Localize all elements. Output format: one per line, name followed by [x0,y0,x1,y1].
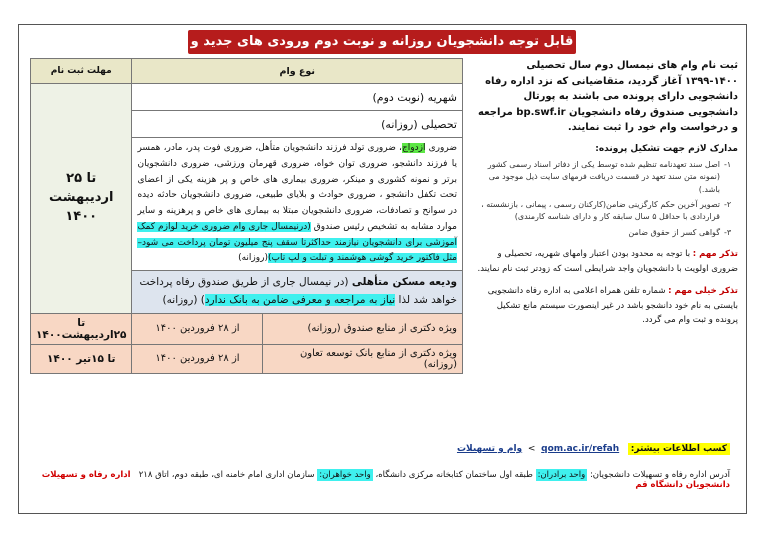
contact-line [290,444,730,454]
page-title: قابل توجه دانشجویان روزانه و نوبت دوم ورودی های جدید و [188,30,576,54]
married-housing-text: (در نیمسال جاری از طریق صندوق رفاه پرداخت خواهد شد لذا [139,276,457,306]
table-header-row [31,59,463,84]
very-important-note-label: تذکر خیلی مهم : [668,286,738,297]
married-housing-highlight: نیاز به مراجعه و معرفی ضامن به بانک ندارد [204,293,396,306]
address-line: آدرس اداره رفاه و تسهیلات دانشجویان: واحد برادران: طبقه اول ساختمان کتابخانه مرکزی دانشگاه، واحد خواهران: سازمان اداری امام خامنه ای، طبقه دوم، اتاق ۲۱۸ اداره رفاه و تسهیلات دانشجویان دانشگاه قم [41,470,730,490]
table-row [31,344,463,373]
col-header-loan-type: نوع وام [132,59,463,84]
phd-fund-deadline: تا ۲۵اردیبهشت۱۴۰۰ [31,313,132,344]
list-item: ۱- اصل سند تعهدنامه تنظیم شده توسط یکی از دفاتر اسناد رسمی کشور (نمونه متن سند تعهد در قسمت دریافت فرمهای سایت ذیل موجود می باشد.) [487,159,732,194]
phd-bank-label: ویژه دکتری از منابع بانک توسعه تعاون (روزانه) [263,344,463,373]
table-row [31,84,463,111]
info-column [476,58,738,327]
docs-title: مدارک لازم جهت تشکیل پرونده: [595,143,738,154]
emergency-marriage: ازدواج [401,143,426,153]
list-item: ۲- تصویر آخرین حکم کارگزینی ضامن(کارکنان رسمی ، پیمانی ، بازنشسته ، قراردادی با حداقل ۵ سال سابقه کار و دارای شناسه کارمندی) [481,200,732,222]
breadcrumb-arrow: > [527,444,536,454]
col-header-deadline: مهلت ثبت نام [31,59,132,84]
emergency-highlight: (درنیمسال جاری وام ضروری خرید لوازم کمک آموزشی برای دانشجویان نیازمند حداکثرتا سقف پنج میلیون تومان پرداخت می شود– مثل فاکتور خرید گوشی هوشمند و تبلت و لپ تاپ) [137,221,457,264]
phd-bank-start: از ۲۸ فروردین ۱۴۰۰ [132,344,263,373]
very-important-note-text: شماره تلفن همراه اعلامی به اداره رفاه دانشجویی بایستی به نام خود دانشجو باشد در غیر اینصورت سیستم مانع تشکیل پرونده و ثبت وام می گردد. [487,286,738,325]
org-name: اداره رفاه و تسهیلات دانشجویان دانشگاه قم [41,470,730,490]
contact-label: کسب اطلاعات بیشتر: [628,443,730,455]
emergency-prefix: ضروری [428,143,457,153]
emergency-text: ، ضروری تولد فرزند دانشجویان متأهل، ضروری فوت پدر، مادر، همسر یا فرزند دانشجو، ضروری توان خواه، ضروری قهرمان ورزشی، ضروری دانشجویان برتر و نمونه کشوری و مینکر، ضروری بیماری های خاص و پر هزینه یکی از اعضای تحت تکفل دانشجو ، ضروری حوادث و بلایای طبیعی، ضروری دانشجویان حادثه دیده در سوانح و تصادفات، ضروری دانشجویان مبتلا به بیماری های خاص و پرهزینه و سایر موارد مشابه به تشخیص رئیس صندوق [137,143,458,232]
important-note-label: تذکر مهم : [692,249,738,260]
loan-table [30,58,463,374]
phd-bank-deadline: تا ۱۵تیر ۱۴۰۰ [31,344,132,373]
phd-fund-label: ویژه دکتری از منابع صندوق (روزانه) [263,313,463,344]
phd-fund-start: از ۲۸ فروردین ۱۴۰۰ [132,313,263,344]
brothers-unit: واحد برادران: [537,470,586,480]
intro-text: ثبت نام وام های نیمسال دوم سال تحصیلی ۱۴۰۰-۱۳۹۹ آغاز گردید، متقاضیانی که نزد اداره رفاه دانشجویی دارای پرونده می باشند به پورتال دانشجویی صندوق رفاه دانشجویان bp.swf.ir مراجعه و درخواست وام خود را ثبت نمایند. [478,60,738,133]
table-row [31,313,463,344]
important-note-text: با توجه به محدود بودن اعتبار وامهای شهریه، تحصیلی و ضروری اولویت با دانشجویان واجد شرایطی است که زودتر ثبت نام نمایند. [477,249,738,274]
married-housing-title: ودیعه مسکن متأهلی [351,276,457,288]
very-important-note [476,284,738,327]
loan-married-housing [132,271,463,314]
deadline-line-3: ۱۴۰۰ [65,208,98,224]
deadline-main [31,84,132,314]
loans-facilities-link[interactable]: وام و تسهیلات [456,444,523,454]
loan-education: تحصیلی (روزانه) [132,111,463,138]
deadline-line-2: اردیبهشت [49,189,114,205]
refah-url-link[interactable]: qom.ac.ir/refah [541,444,620,454]
important-note [476,247,738,276]
married-housing-suffix: ) (روزانه) [162,293,205,306]
sisters-unit: واحد خواهران: [319,470,371,480]
emergency-suffix: (روزانه) [238,253,268,264]
loan-emergency [132,138,463,271]
list-item: ۳- گواهی کسر از حقوق ضامن [628,227,732,237]
deadline-line-1: تا ۲۵ [66,171,97,187]
loan-table-area [30,58,463,443]
loan-tuition: شهریه (نوبت دوم) [132,84,463,111]
